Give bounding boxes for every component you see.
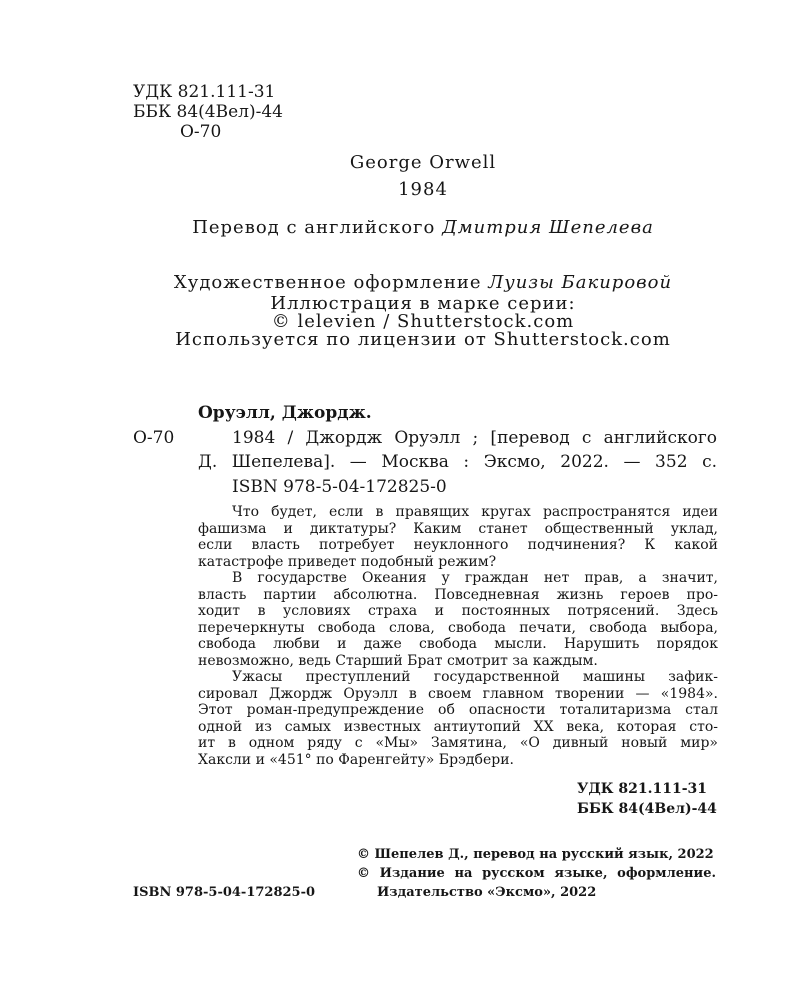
annotation-line: свобода любви и даже свобода мысли. Нарушить порядок bbox=[198, 636, 718, 652]
annotation-line: одной из самых известных антиутопий XX века, которая сто- bbox=[198, 718, 718, 735]
author-mark-code: О-70 bbox=[180, 122, 222, 142]
annotation-text bbox=[198, 504, 718, 768]
udk-code: УДК 821.111-31 bbox=[133, 82, 276, 102]
annotation-line: Ужасы преступлений государственной машины зафик- bbox=[232, 669, 718, 685]
annotation-line: ходит в условиях страха и постоянных потрясений. Здесь bbox=[198, 603, 718, 619]
annotation-line: если власть потребует неуклонного подчинения? К какой bbox=[198, 537, 718, 553]
isbn-bottom: ISBN 978-5-04-172825-0 bbox=[133, 885, 316, 900]
illustration-label: Иллюстрация в марке серии: bbox=[270, 293, 576, 314]
annotation-line: невозможно, ведь Старший Брат смотрит за каждым. bbox=[198, 652, 598, 669]
design-credit bbox=[130, 273, 716, 293]
bottom-catalog-codes bbox=[577, 779, 717, 819]
translation-credit bbox=[130, 218, 716, 238]
annotation-paragraph bbox=[198, 504, 718, 570]
annotation-line: катастрофе приведет подобный режим? bbox=[198, 553, 497, 570]
annotation-line: власть партии абсолютна. Повседневная жизнь героев про- bbox=[198, 586, 718, 603]
catalog-isbn: ISBN 978-5-04-172825-0 bbox=[232, 477, 447, 497]
annotation-line: сировал Джордж Оруэлл в своем главном творении — «1984». bbox=[198, 685, 718, 702]
annotation-paragraph bbox=[198, 669, 718, 768]
copyright-edition: © Издание на русском языке, оформление. bbox=[357, 866, 716, 881]
author-name: George Orwell bbox=[349, 152, 497, 173]
copyright-translation: © Шепелев Д., перевод на русский язык, 2022 bbox=[357, 847, 714, 862]
catalog-heading: Оруэлл, Джордж. bbox=[198, 403, 372, 423]
annotation-line: перечеркнуты свобода слова, свобода печати, свобода выбора, bbox=[198, 619, 718, 636]
annotation-line: Этот роман-предупреждение об опасности тоталитаризма стал bbox=[198, 702, 718, 718]
annotation-line: Хаксли и «451° по Фаренгейту» Брэдбери. bbox=[198, 751, 514, 768]
design-label: Художественное оформление bbox=[173, 272, 482, 293]
translator-name: Дмитрия Шепелева bbox=[442, 217, 654, 238]
illustration-credit: © lelevien / Shutterstock.com bbox=[271, 311, 575, 332]
top-catalog-codes bbox=[133, 82, 283, 142]
publisher-line: Издательство «Эксмо», 2022 bbox=[377, 885, 597, 900]
catalog-author-mark: О-70 bbox=[133, 428, 175, 448]
annotation-line: фашизма и диктатуры? Каким станет общественный уклад, bbox=[198, 520, 718, 537]
annotation-paragraph bbox=[198, 570, 718, 669]
annotation-line: ит в одном ряду с «Мы» Замятина, «О дивный новый мир» bbox=[198, 735, 718, 751]
annotation-line: Что будет, если в правящих кругах распространятся идеи bbox=[232, 504, 718, 520]
license-note: Используется по лицензии от Shutterstock.com bbox=[175, 329, 671, 350]
catalog-description-line: Д. Шепелева]. — Москва : Эксмо, 2022. — 352 с. bbox=[198, 452, 717, 472]
translation-label: Перевод с английского bbox=[192, 217, 436, 238]
bbk-code: ББК 84(4Вел)-44 bbox=[133, 102, 283, 122]
bbk-code-bottom: ББК 84(4Вел)-44 bbox=[577, 801, 717, 817]
udk-code-bottom: УДК 821.111-31 bbox=[577, 781, 708, 797]
book-title: 1984 bbox=[398, 179, 448, 200]
designer-name: Луизы Бакировой bbox=[488, 272, 673, 293]
catalog-description-line: 1984 / Джордж Оруэлл ; [перевод с английского bbox=[232, 428, 717, 448]
annotation-line: В государстве Океания у граждан нет прав, а значит, bbox=[232, 570, 718, 586]
